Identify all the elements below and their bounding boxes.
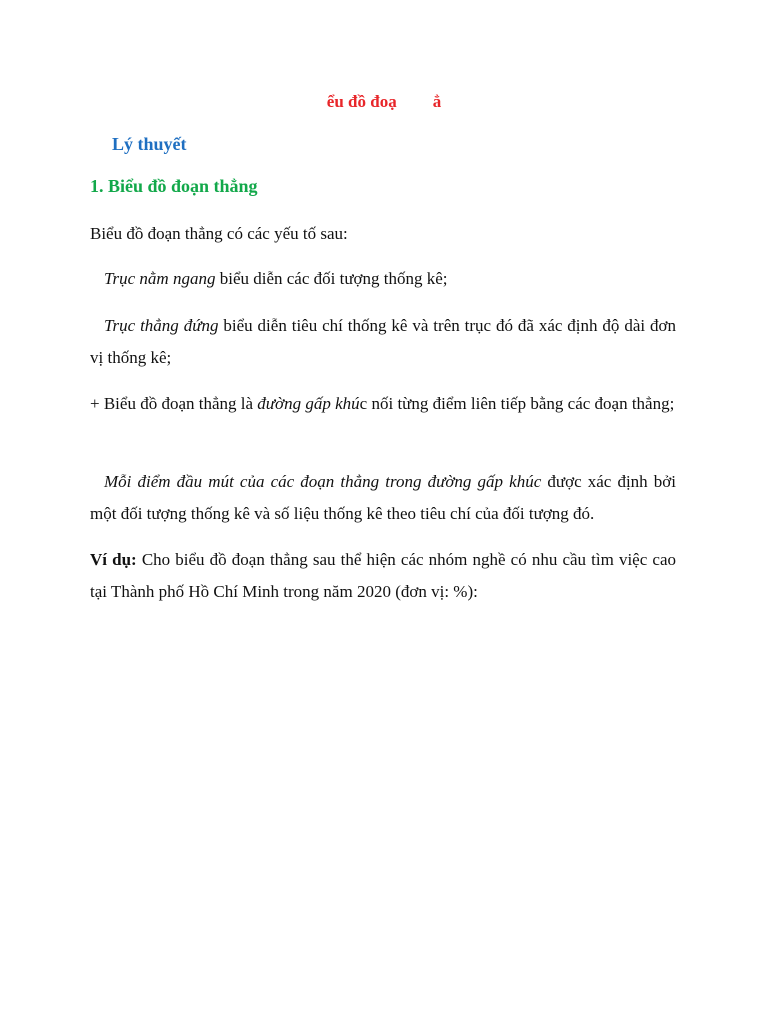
paragraph-intro: Biểu đồ đoạn thẳng có các yếu tố sau: <box>90 224 348 243</box>
paragraph-endpoints <box>90 466 676 530</box>
endpoints-desc: được xác định bởi một đối tượng thống kê và số liệu thống kê theo tiêu chí của đối tượng đó. <box>90 472 677 523</box>
document-title <box>0 92 768 112</box>
subsection-heading: 1. Biểu đồ đoạn thẳng <box>90 176 258 196</box>
broken-line-term: đường gấp khú <box>257 394 360 413</box>
example-text: Cho biểu đồ đoạn thẳng sau thể hiện các nhóm nghề có nhu cầu tìm việc cao tại Thành phố Hồ Chí Minh trong năm 2020 (đơn vị: %): <box>90 550 676 601</box>
horizontal-axis-term: Trục nằm ngang <box>104 269 216 288</box>
title-part-left: ểu đồ đoạ <box>326 92 397 111</box>
endpoints-term: Mỗi điểm đầu mút của các đoạn thẳng trong đường gấp khúc <box>104 472 542 491</box>
paragraph-vertical-axis <box>90 310 676 374</box>
vertical-axis-desc: biểu diễn tiêu chí thống kê và trên trục đó đã xác định độ dài đơn vị thống kê; <box>90 316 676 367</box>
paragraph-horizontal-axis <box>90 263 690 295</box>
paragraph-broken-line <box>90 388 676 420</box>
horizontal-axis-desc: biểu diễn các đối tượng thống kê; <box>215 269 448 288</box>
broken-line-desc: c nối từng điểm liên tiếp bằng các đoạn thẳng; <box>359 394 675 413</box>
example-label: Ví dụ: <box>90 550 137 569</box>
title-part-right: ẳ <box>432 92 442 111</box>
vertical-axis-term: Trục thẳng đứng <box>104 316 219 335</box>
broken-line-start: + Biểu đồ đoạn thẳng là <box>90 394 258 413</box>
section-heading: Lý thuyết <box>112 134 187 154</box>
paragraph-example <box>90 544 676 608</box>
